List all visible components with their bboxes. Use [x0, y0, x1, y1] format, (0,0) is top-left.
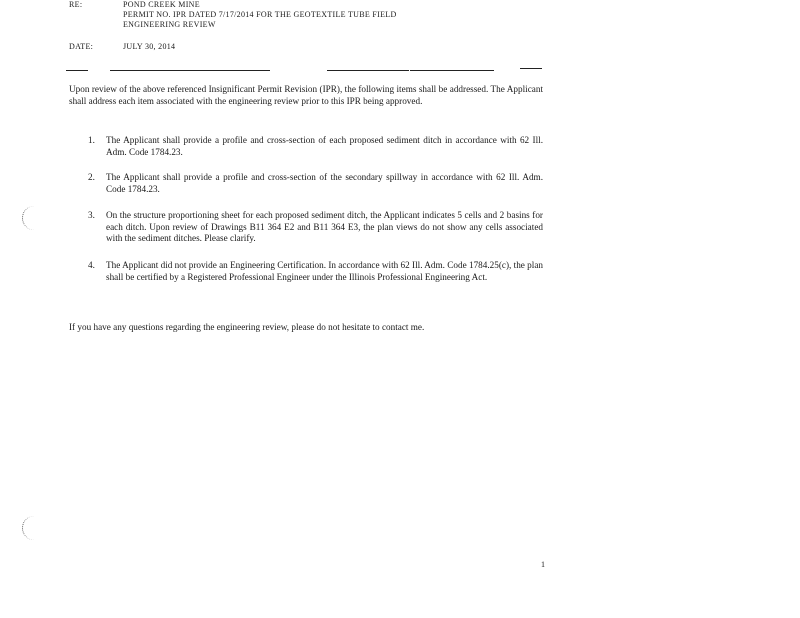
- review-item-2: [88, 172, 543, 196]
- header-rule-2: [110, 70, 270, 71]
- punch-hole-mark: [22, 206, 39, 230]
- header-rule-5: [520, 68, 542, 69]
- header-rule-1: [66, 70, 88, 71]
- punch-hole-mark: [22, 516, 39, 540]
- re-label: RE:: [69, 0, 83, 9]
- item-number: 2.: [88, 172, 95, 182]
- item-text: The Applicant did not provide an Engineering Certification. In accordance with 62 Ill. Adm. Code 1784.25(c), the plan shall be certified by a Registered Professional Engineer under the Illinois Professional Engineering Act.: [106, 260, 543, 282]
- page-number: 1: [541, 560, 545, 569]
- closing-line: If you have any questions regarding the engineering review, please do not hesitate to contact me.: [69, 322, 425, 332]
- date-value: JULY 30, 2014: [123, 42, 176, 51]
- item-number: 4.: [88, 260, 95, 270]
- review-item-3: [88, 210, 543, 246]
- date-label: DATE:: [69, 42, 94, 51]
- review-item-4: [88, 260, 543, 296]
- item-text: The Applicant shall provide a profile and cross-section of the secondary spillway in accordance with 62 Ill. Adm. Code 1784.23.: [106, 172, 543, 194]
- re-line-3: ENGINEERING REVIEW: [123, 20, 216, 29]
- intro-paragraph: Upon review of the above referenced Insignificant Permit Revision (IPR), the following items shall be addressed. The Applicant shall address each item associated with the engineering review prior to this IPR being approved.: [69, 84, 543, 106]
- re-line-1: POND CREEK MINE: [123, 0, 200, 9]
- item-number: 1.: [88, 135, 95, 145]
- item-text: The Applicant shall provide a profile and cross-section of each proposed sediment ditch in accordance with 62 Ill. Adm. Code 1784.23.: [106, 135, 543, 157]
- re-line-2: PERMIT NO. IPR DATED 7/17/2014 FOR THE GEOTEXTILE TUBE FIELD: [123, 10, 397, 19]
- header-rule-3: [327, 70, 409, 71]
- item-text: On the structure proportioning sheet for each proposed sediment ditch, the Applicant indicates 5 cells and 2 basins for each ditch. Upon review of Drawings B11 364 E2 and B11 364 E3, the plan views do not show any cells associated with the sediment ditches. Please clarify.: [106, 210, 543, 244]
- review-item-1: [88, 135, 543, 159]
- item-number: 3.: [88, 210, 95, 220]
- header-rule-4: [410, 70, 494, 71]
